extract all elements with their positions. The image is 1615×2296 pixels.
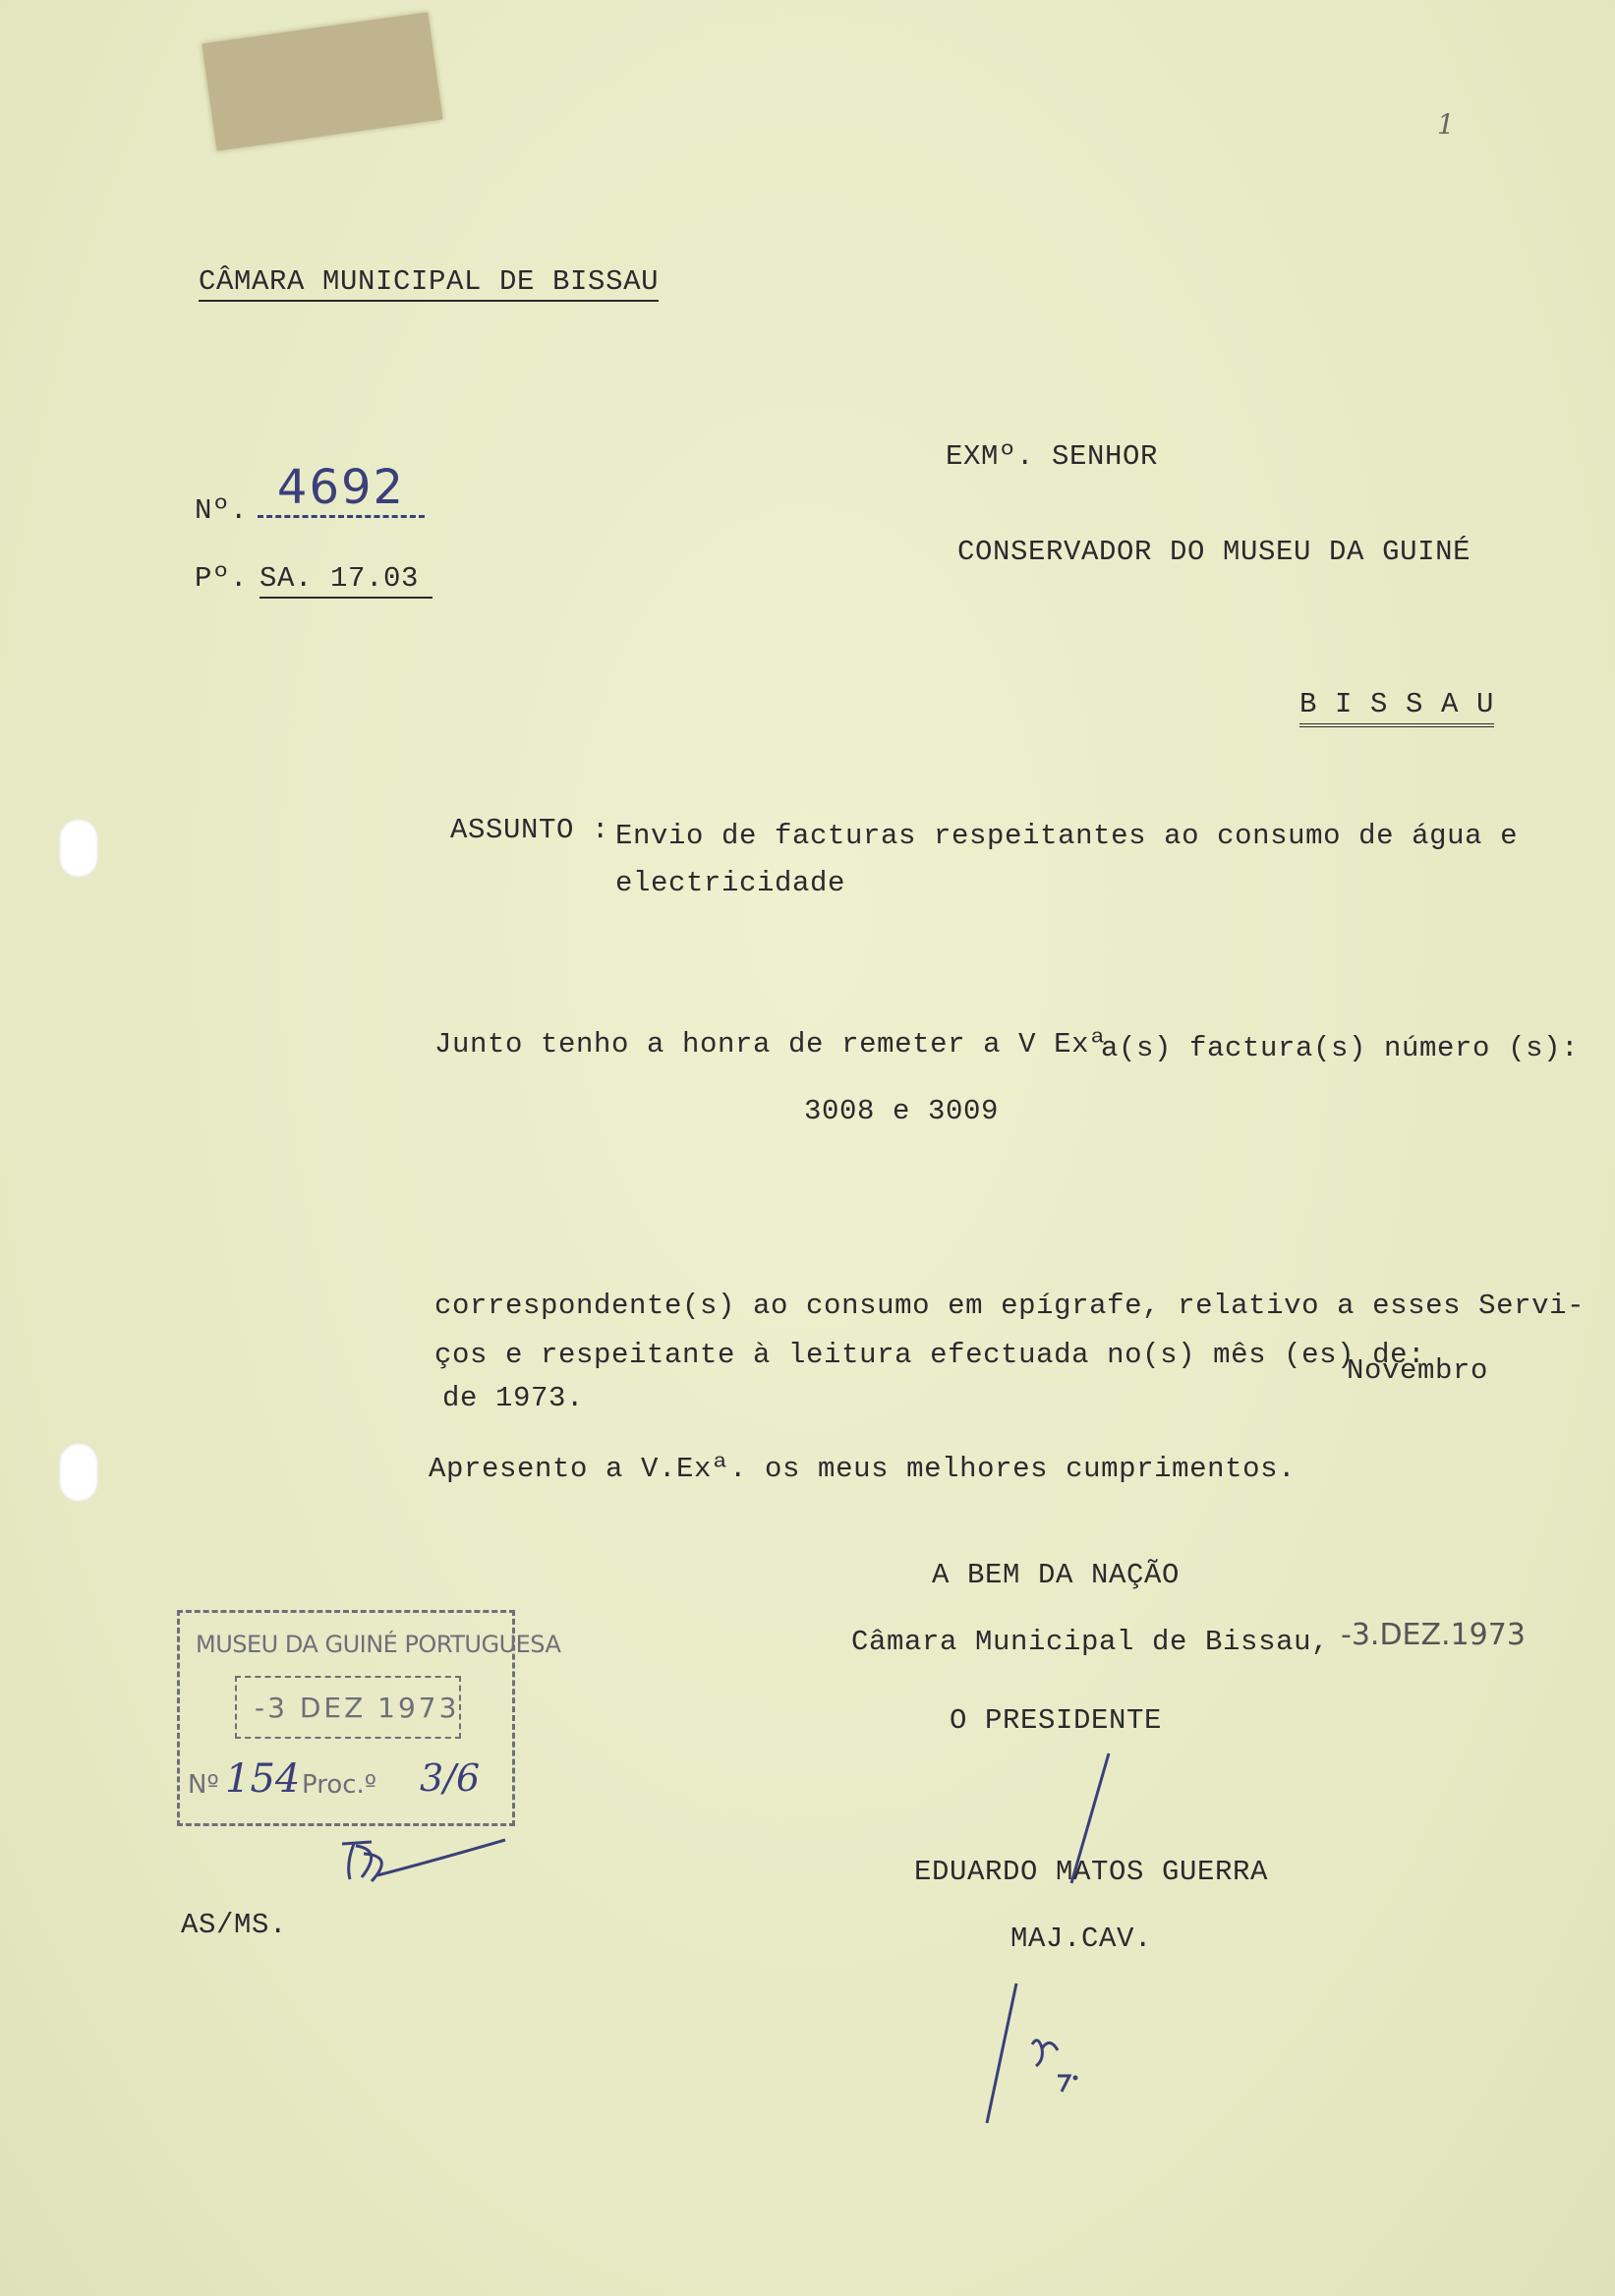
subject-label: ASSUNTO :: [450, 814, 610, 846]
body-paragraph-2-line-1: correspondente(s) ao consumo em epígrafe, relativo a esses Servi-: [434, 1290, 1586, 1322]
process-label: Pº.: [195, 562, 249, 595]
body-month: Novembro: [1347, 1354, 1489, 1387]
signature-role: O PRESIDENTE: [950, 1704, 1163, 1737]
tape-patch: [202, 12, 442, 150]
initials-signature: [973, 1976, 1111, 2133]
punch-hole: [59, 1443, 98, 1502]
stamp-number: 154: [225, 1756, 301, 1802]
signature-date: -3.DEZ.1973: [1341, 1618, 1526, 1652]
receipt-stamp: [177, 1610, 561, 1826]
body-paragraph-1-start: Junto tenho a honra de remeter a V Exª: [434, 1028, 1108, 1061]
signatory-rank: MAJ.CAV.: [1010, 1923, 1153, 1955]
stamp-date: -3 DEZ 1973: [255, 1692, 460, 1724]
punch-hole: [59, 819, 98, 878]
stamp-initial-scribble: [332, 1824, 519, 1893]
body-paragraph-2-line-2: ços e respeitante à leitura efectuada no(s) mês (es) de:: [434, 1339, 1426, 1371]
motto: A BEM DA NAÇÃO: [932, 1559, 1181, 1591]
process-number: SA. 17.03: [260, 562, 433, 599]
invoice-numbers: 3008 e 3009: [804, 1095, 1000, 1127]
stamp-number-label: Nº: [188, 1770, 219, 1800]
signatory-name: EDUARDO MATOS GUERRA: [914, 1856, 1269, 1888]
page-mark: 1: [1437, 108, 1455, 141]
stamp-proc-number: 3/6: [420, 1756, 481, 1800]
institution-heading: CÂMARA MUNICIPAL DE BISSAU: [199, 265, 659, 302]
body-paragraph-1-end: a(s) factura(s) número (s):: [1101, 1032, 1580, 1064]
subject-line-1: Envio de facturas respeitantes ao consumo de água e: [615, 820, 1519, 852]
signature-organization: Câmara Municipal de Bissau,: [851, 1626, 1330, 1658]
body-paragraph-2-line-3: de 1973.: [442, 1382, 585, 1414]
typist-initials: AS/MS.: [181, 1909, 288, 1941]
document-number: 4692: [258, 460, 425, 518]
closing-line: Apresento a V.Exª. os meus melhores cumprimentos.: [429, 1453, 1297, 1485]
stamp-date-box: [235, 1676, 461, 1739]
subject-line-2: electricidade: [615, 867, 846, 899]
recipient-salutation: EXMº. SENHOR: [946, 440, 1159, 473]
number-label: Nº.: [195, 494, 249, 527]
recipient-title: CONSERVADOR DO MUSEU DA GUINÉ: [957, 536, 1471, 568]
stamp-proc-label: Proc.º: [302, 1770, 377, 1800]
recipient-city: B I S S A U: [1299, 688, 1494, 727]
stamp-museum: MUSEU DA GUINÉ PORTUGUESA: [196, 1631, 561, 1658]
signature-stroke: [1062, 1750, 1121, 1887]
